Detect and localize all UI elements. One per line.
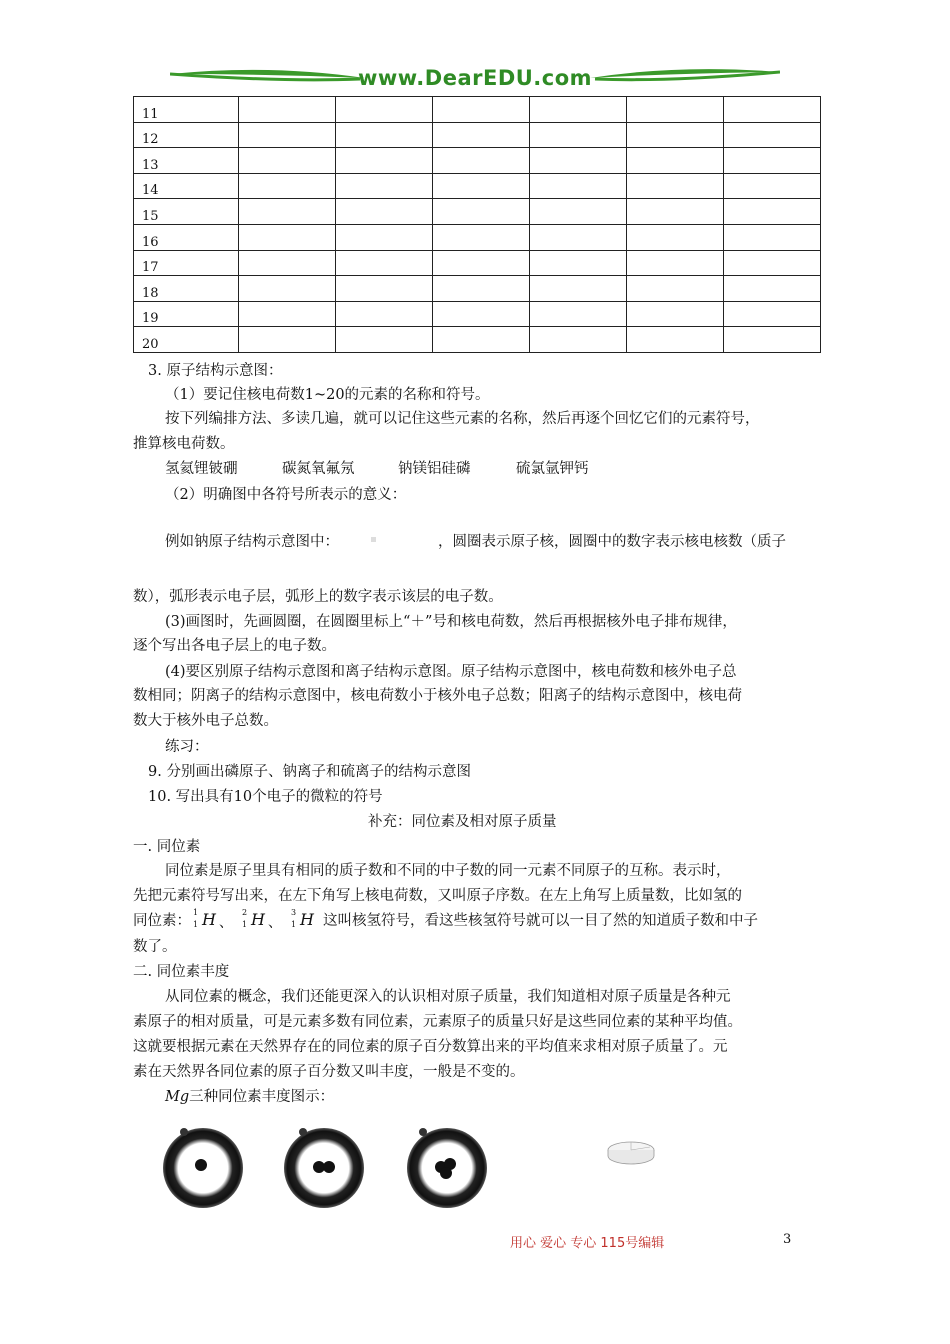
section-1-heading: 一. 同位素 <box>133 839 201 855</box>
iso3-symbol: H <box>300 910 314 929</box>
s2-line-a: 从同位素的概念，我们还能更深入的认识相对原子质量，我们知道相对原子质量是各种元 <box>165 989 731 1005</box>
table-cell <box>336 327 433 353</box>
atom-1-icon <box>163 1128 243 1208</box>
practice-label: 练习： <box>165 739 209 755</box>
table-cell <box>336 276 433 302</box>
iso-sep-2: 、 <box>268 915 282 931</box>
table-cell <box>724 173 821 199</box>
site-logo[interactable]: www.DearEDU.com <box>357 66 593 90</box>
atom-3-icon <box>407 1128 487 1208</box>
table-cell <box>530 148 627 174</box>
table-cell <box>627 97 724 123</box>
table-cell <box>433 224 530 250</box>
table-cell <box>239 97 336 123</box>
footer-slogan: 用心 爱心 专心 115号编辑 <box>510 1236 665 1251</box>
table-cell <box>627 301 724 327</box>
table-cell <box>724 199 821 225</box>
table-cell <box>724 327 821 353</box>
table-cell <box>530 301 627 327</box>
s1-line-b: 先把元素符号写出来，在左下角写上核电荷数，又叫原子序数。在左上角写上质量数，比如氢的 <box>133 888 742 904</box>
table-row <box>134 301 821 327</box>
iso1-symbol: H <box>202 910 216 929</box>
table-cell <box>239 173 336 199</box>
section-3-heading: 3. 原子结构示意图： <box>148 363 283 379</box>
table-cell <box>433 250 530 276</box>
mg-symbol: Mg <box>165 1089 190 1105</box>
table-cell <box>530 327 627 353</box>
mg-caption-line <box>165 1088 334 1106</box>
table-cell <box>724 148 821 174</box>
table-cell <box>336 224 433 250</box>
item2-title: （2）明确图中各符号所表示的意义： <box>165 487 407 503</box>
table-cell <box>530 173 627 199</box>
section-2-heading: 二. 同位素丰度 <box>133 964 230 980</box>
item1-body-a: 按下列编排方法、多读几遍，就可以记住这些元素的名称，然后再逐个回忆它们的元素符号， <box>165 411 760 427</box>
table-cell <box>627 173 724 199</box>
table-row <box>134 250 821 276</box>
iso1-z: 1 <box>193 920 199 929</box>
table-cell <box>433 327 530 353</box>
table-row <box>134 199 821 225</box>
s2-line-d: 素在天然界各同位素的原子百分数又叫丰度，一般是不变的。 <box>133 1064 525 1080</box>
table-cell <box>336 173 433 199</box>
s2-line-c: 这就要根据元素在天然界存在的同位素的原子百分数算出来的平均值来求相对原子质量了。元 <box>133 1039 728 1055</box>
table-cell <box>530 97 627 123</box>
example-text-b: ，圆圈表示原子核，圆圈中的数字表示核电核数（质子 <box>438 534 786 550</box>
table-cell <box>336 250 433 276</box>
table-cell <box>627 148 724 174</box>
table-row <box>134 327 821 353</box>
table-row <box>134 173 821 199</box>
item3-b: 逐个写出各电子层上的电子数。 <box>133 638 336 654</box>
table-cell <box>336 301 433 327</box>
table-cell <box>724 250 821 276</box>
table-cell <box>724 301 821 327</box>
table-row <box>134 148 821 174</box>
table-cell <box>433 276 530 302</box>
table-cell <box>239 122 336 148</box>
s1-line-a: 同位素是原子里具有相同的质子数和不同的中子数的同一元素不同原子的互称。表示时， <box>165 863 731 879</box>
abundance-pie-icon <box>605 1138 657 1170</box>
supplement-title: 补充：同位素及相对原子质量 <box>368 814 557 830</box>
example-text-c: 数），弧形表示电子层，弧形上的数字表示该层的电子数。 <box>133 589 503 605</box>
row-number: 16 <box>134 224 239 250</box>
table-cell <box>239 199 336 225</box>
hydrogen-isotopes <box>190 906 320 934</box>
element-table <box>133 96 821 353</box>
table-cell <box>433 173 530 199</box>
row-number: 18 <box>134 276 239 302</box>
sodium-diagram-image <box>370 529 378 537</box>
s2-line-b: 素原子的相对质量，可是元素多数有同位素，元素原子的质量只好是这些同位素的某种平均值。 <box>133 1014 742 1030</box>
row-number: 14 <box>134 173 239 199</box>
item3-a: (3)画图时，先画圆圈，在圆圈里标上“＋”号和核电荷数，然后再根据核外电子排布规律， <box>165 614 737 630</box>
iso-sep-1: 、 <box>219 915 233 931</box>
item1-title: （1）要记住核电荷数1~20的元素的名称和符号。 <box>165 387 490 403</box>
table-cell <box>530 276 627 302</box>
row-number: 20 <box>134 327 239 353</box>
row-number: 17 <box>134 250 239 276</box>
mnemonic-3: 钠镁铝硅磷 <box>398 461 471 477</box>
table-cell <box>724 122 821 148</box>
table-cell <box>433 301 530 327</box>
table-cell <box>627 250 724 276</box>
item4-a: (4)要区别原子结构示意图和离子结构示意图。原子结构示意图中，核电荷数和核外电子总 <box>165 664 737 680</box>
row-number: 15 <box>134 199 239 225</box>
example-text-a: 例如钠原子结构示意图中： <box>165 534 339 550</box>
table-cell <box>627 276 724 302</box>
mnemonic-1: 氢氦锂铍硼 <box>165 461 238 477</box>
table-cell <box>530 122 627 148</box>
row-number: 11 <box>134 97 239 123</box>
iso2-mass: 2 <box>242 908 248 917</box>
row-number: 13 <box>134 148 239 174</box>
table-cell <box>724 224 821 250</box>
iso2-symbol: H <box>251 910 265 929</box>
iso3-z: 1 <box>291 920 297 929</box>
table-cell <box>239 250 336 276</box>
table-cell <box>627 122 724 148</box>
table-cell <box>433 97 530 123</box>
table-cell <box>239 276 336 302</box>
table-cell <box>627 199 724 225</box>
table-cell <box>433 122 530 148</box>
table-cell <box>239 148 336 174</box>
mnemonic-4: 硫氯氩钾钙 <box>516 461 589 477</box>
table-row <box>134 276 821 302</box>
iso2-z: 1 <box>242 920 248 929</box>
header-banner <box>170 62 780 92</box>
table-cell <box>433 148 530 174</box>
item1-body-b: 推算核电荷数。 <box>133 436 235 452</box>
table-cell <box>239 301 336 327</box>
table-row <box>134 97 821 123</box>
table-cell <box>724 276 821 302</box>
mg-isotope-atoms <box>160 1120 500 1220</box>
row-number: 12 <box>134 122 239 148</box>
question-9: 9. 分别画出磷原子、钠离子和硫离子的结构示意图 <box>148 764 471 780</box>
table-cell <box>627 327 724 353</box>
table-row <box>134 122 821 148</box>
item4-c: 数大于核外电子总数。 <box>133 713 278 729</box>
table-cell <box>239 224 336 250</box>
table-cell <box>336 199 433 225</box>
item4-b: 数相同；阴离子的结构示意图中，核电荷数小于核外电子总数；阳离子的结构示意图中，核电荷 <box>133 688 742 704</box>
question-10: 10. 写出具有10个电子的微粒的符号 <box>148 789 383 805</box>
atom-2-icon <box>284 1128 364 1208</box>
table-cell <box>530 250 627 276</box>
page-number: 3 <box>783 1232 792 1247</box>
iso1-mass: 1 <box>193 908 199 917</box>
s1-line-c-suffix: 这叫核氢符号，看这些核氢符号就可以一目了然的知道质子数和中子 <box>323 913 758 929</box>
table-cell <box>336 148 433 174</box>
mg-caption: 三种同位素丰度图示： <box>189 1089 335 1105</box>
mnemonic-2: 碳氮氧氟氖 <box>282 461 355 477</box>
table-cell <box>433 199 530 225</box>
table-row <box>134 224 821 250</box>
table-cell <box>627 224 724 250</box>
table-cell <box>724 97 821 123</box>
s1-line-d: 数了。 <box>133 939 177 955</box>
table-cell <box>336 97 433 123</box>
s1-line-c-prefix: 同位素： <box>133 913 191 929</box>
row-number: 19 <box>134 301 239 327</box>
table-cell <box>336 122 433 148</box>
table-cell <box>530 224 627 250</box>
table-cell <box>239 327 336 353</box>
table-cell <box>530 199 627 225</box>
iso3-mass: 3 <box>291 908 297 917</box>
